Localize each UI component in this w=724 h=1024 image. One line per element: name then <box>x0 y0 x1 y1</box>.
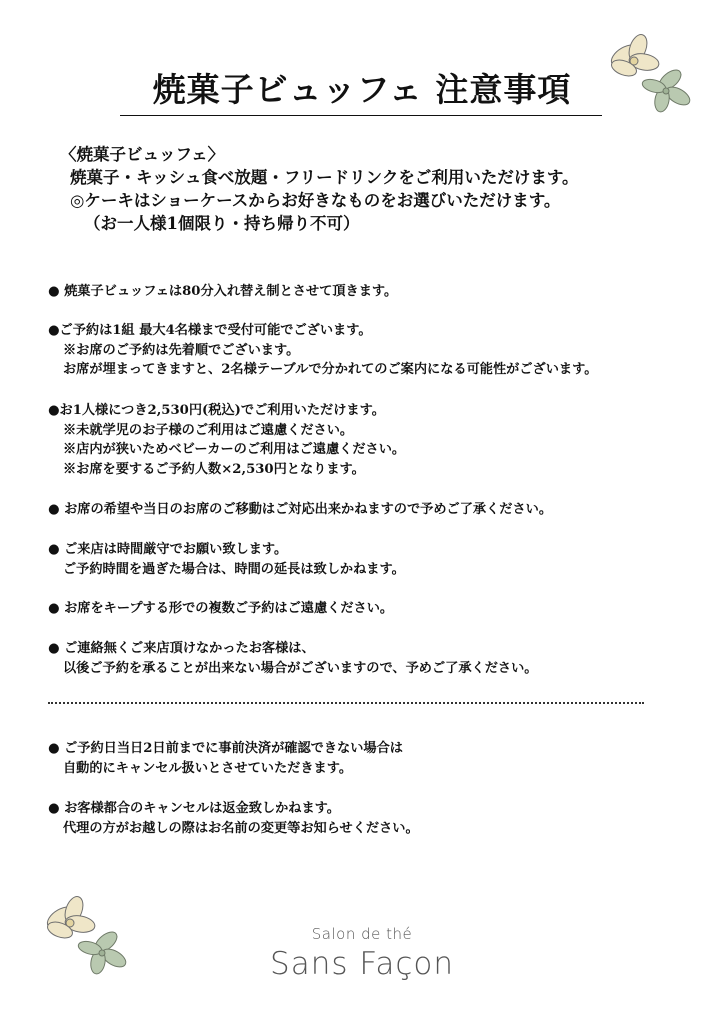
notice-line: ※店内が狭いためベビーカーのご利用はご遠慮ください。 <box>63 442 406 457</box>
notice-line: 代理の方がお越しの際はお名前の変更等お知らせください。 <box>63 820 419 836</box>
intro-line: （お一人様1個限り・持ち帰り不可） <box>84 214 360 233</box>
magnolia-flower-icon <box>40 896 130 978</box>
notice-item <box>48 282 397 302</box>
notice-item <box>48 639 537 678</box>
page-title: 焼菓子ビュッフェ 注意事項 <box>152 70 572 109</box>
notice-line: ●ご予約は1組 最大4名様まで受付可能でございます。 <box>48 323 372 338</box>
notice-line: ● ご来店は時間厳守でお願い致します。 <box>48 542 288 557</box>
notice-line: ● お客様都合のキャンセルは返金致しかねます。 <box>48 801 340 816</box>
intro-line: 焼菓子・キッシュ食べ放題・フリードリンクをご利用いただけます。 <box>70 168 579 187</box>
notice-item <box>48 401 405 479</box>
notice-line: ※お席を要するご予約人数×2,530円となります。 <box>63 461 365 477</box>
notice-item <box>48 540 405 579</box>
title-underline <box>120 115 602 116</box>
notice-item <box>48 739 403 778</box>
notice-line: ● お席の希望や当日のお席のご移動はご対応出来かねますので予めご了承ください。 <box>48 502 553 517</box>
notice-item <box>48 500 552 520</box>
notice-line: ● ご予約日当日2日前までに事前決済が確認できない場合は <box>48 741 403 756</box>
notice-line: ● お席をキープする形での複数ご予約はご遠慮ください。 <box>48 601 394 616</box>
intro-section <box>60 143 579 235</box>
notice-item <box>48 599 393 619</box>
intro-line: ◎ケーキはショーケースからお好きなものをお選びいただけます。 <box>70 191 561 210</box>
notice-line: ● 焼菓子ビュッフェは80分入れ替え制とさせて頂きます。 <box>48 284 398 299</box>
notice-line: ※未就学児のお子様のご利用はご遠慮ください。 <box>63 422 354 438</box>
notice-line: お席が埋まってきますと、2名様テーブルで分かれてのご案内になる可能性がございます。 <box>63 362 598 377</box>
notice-line: 自動的にキャンセル扱いとさせていただきます。 <box>63 760 353 776</box>
notice-item <box>48 321 597 380</box>
intro-heading: 〈焼菓子ビュッフェ〉 <box>60 145 225 164</box>
notice-line: ※お席のご予約は先着順でございます。 <box>63 342 300 358</box>
logo-name: Sans Façon <box>270 946 454 982</box>
notice-item <box>48 799 419 838</box>
salon-logo <box>262 924 462 984</box>
logo-subtitle: Salon de thé <box>311 925 413 943</box>
notice-line: 以後ご予約を承ることが出来ない場合がございますので、予めご了承ください。 <box>63 660 538 676</box>
notice-line: ご予約時間を過ぎた場合は、時間の延長は致しかねます。 <box>63 561 405 577</box>
notice-line: ●お1人様につき2,530円(税込)でご利用いただけます。 <box>48 403 385 418</box>
notice-line: ● ご連絡無くご来店頂けなかったお客様は、 <box>48 641 315 656</box>
dotted-divider <box>48 702 644 704</box>
